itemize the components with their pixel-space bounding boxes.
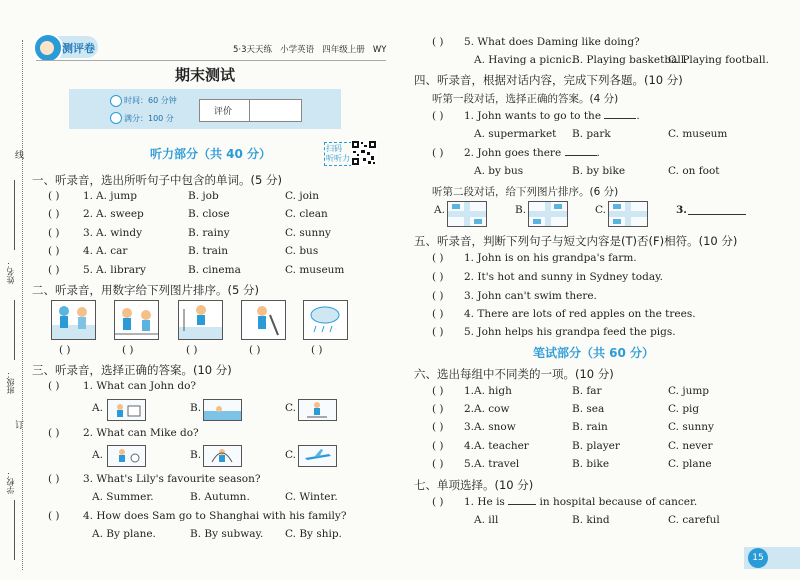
q-num: 2.: [464, 403, 475, 415]
q-num: 2.: [83, 208, 94, 220]
binding-line: [22, 40, 23, 570]
opt-c: C. plane: [668, 458, 712, 470]
answer-bracket[interactable]: ( ): [432, 440, 444, 452]
picture-rainy-cloud: [303, 300, 348, 340]
eval-label: 评价: [214, 107, 233, 117]
opt-a: A. travel: [474, 458, 520, 470]
map-letter: C.: [595, 204, 606, 216]
opt-a: A. high: [474, 385, 512, 397]
part2-bracket[interactable]: ( ): [59, 344, 71, 356]
option-a: A. ill: [474, 514, 499, 526]
question-text: 2. What can Mike do?: [83, 427, 199, 439]
map-letter: A.: [434, 204, 445, 216]
binding-label-school: 学校：: [6, 470, 15, 494]
clock-icon: [110, 95, 122, 107]
answer-bracket[interactable]: ( ): [432, 252, 444, 264]
part4-heading: 四、听录音，根据对话内容，完成下列各题。(10 分): [414, 73, 683, 87]
statement: 3. John can't swim there.: [464, 290, 597, 302]
part6-row: [432, 385, 772, 397]
part3-q3: [48, 473, 261, 485]
answer-bracket[interactable]: ( ): [48, 264, 60, 276]
class-field-line[interactable]: [14, 300, 15, 360]
part2-bracket[interactable]: ( ): [122, 344, 134, 356]
part3-q5: [432, 36, 640, 48]
tf-row: [432, 271, 663, 283]
opt-c: C. sunny: [285, 227, 331, 239]
opt-c: C. clean: [285, 208, 328, 220]
header-series: [233, 43, 387, 55]
option-letter: A.: [92, 402, 103, 414]
opt-a: A. sweep: [96, 208, 144, 220]
q-num: 1.: [83, 190, 94, 202]
answer-number: 3.: [676, 204, 687, 216]
question-text: [464, 496, 697, 508]
opt-c: C. museum: [285, 264, 345, 276]
option-b: B. Autumn.: [190, 491, 250, 503]
picture-boy-drawing: [107, 399, 146, 421]
time-label: 时间：60 分钟: [124, 96, 177, 105]
check-icon: [110, 112, 122, 124]
tf-row: [432, 290, 597, 302]
opt-a: A. jump: [96, 190, 137, 202]
option-a: A. by bus: [474, 165, 524, 177]
opt-b: B. cinema: [188, 264, 241, 276]
option-b: B. Playing basketball.: [572, 54, 688, 66]
part4-q2: [432, 147, 600, 159]
opt-c: C. pig: [668, 403, 700, 415]
opt-b: B. rain: [572, 421, 608, 433]
binding-label-line: 线: [15, 151, 25, 161]
opt-a: A. teacher: [474, 440, 529, 452]
qr-code[interactable]: [351, 140, 377, 166]
answer-bracket[interactable]: ( ): [432, 110, 444, 122]
opt-c: C. never: [668, 440, 713, 452]
opt-b: B. rainy: [188, 227, 230, 239]
picture-boy-jumping-rope: [203, 445, 242, 467]
answer-bracket[interactable]: ( ): [432, 271, 444, 283]
question-text-part: 1. John wants to go to the: [464, 110, 602, 122]
part1-row: [48, 208, 368, 220]
option-c: C. Winter.: [285, 491, 338, 503]
map-route-a: [447, 201, 487, 227]
opt-a: A. cow: [474, 403, 510, 415]
part4-q1: [432, 110, 640, 122]
answer-line[interactable]: [688, 214, 746, 215]
opt-c: C. join: [285, 190, 320, 202]
part6-row: [432, 458, 772, 470]
answer-bracket[interactable]: ( ): [48, 245, 60, 257]
option-b: B. By subway.: [190, 528, 264, 540]
answer-bracket[interactable]: ( ): [48, 380, 60, 392]
blank-line[interactable]: [508, 504, 536, 505]
answer-bracket[interactable]: ( ): [432, 385, 444, 397]
map-route-b: [528, 201, 568, 227]
qr-caption: [324, 142, 352, 166]
header-edition: WY: [372, 45, 387, 55]
badge-label: 测评卷: [62, 42, 95, 55]
part7-heading: 七、单项选择。(10 分): [414, 478, 534, 492]
page-number: 15: [748, 548, 768, 568]
option-b: B. kind: [572, 514, 610, 526]
option-c: C. on foot: [668, 165, 720, 177]
question-text: 4. How does Sam go to Shanghai with his family?: [83, 510, 347, 522]
part5-heading: 五、听录音，判断下列句子与短文内容是(T)否(F)相符。(10 分): [414, 234, 738, 248]
q-num: 5.: [83, 264, 94, 276]
opt-b: B. train: [188, 245, 229, 257]
answer-bracket[interactable]: ( ): [432, 403, 444, 415]
answer-bracket[interactable]: ( ): [432, 308, 444, 320]
part1-row: [48, 264, 368, 276]
picture-boy-skating: [298, 399, 337, 421]
option-c: C. By ship.: [285, 528, 342, 540]
option-letter: C.: [285, 449, 296, 461]
part3-q4: [48, 510, 347, 522]
option-letter: C.: [285, 402, 296, 414]
part3-q2: [48, 427, 199, 439]
header-rule: [36, 60, 386, 61]
option-letter: B.: [190, 449, 202, 461]
picture-family-cooking: [51, 300, 96, 340]
opt-c: C. jump: [668, 385, 710, 397]
opt-b: B. far: [572, 385, 602, 397]
opt-b: B. job: [188, 190, 219, 202]
name-field-line[interactable]: [14, 180, 15, 250]
answer-bracket[interactable]: ( ): [432, 496, 444, 508]
option-letter: A.: [92, 449, 103, 461]
tf-row: [432, 252, 637, 264]
score-label: 满分：100 分: [124, 114, 174, 123]
picture-girl-sweeping: [241, 300, 286, 340]
part6-heading: 六、选出每组中不同类的一项。(10 分): [414, 367, 614, 381]
binding-label-class: 班级：: [6, 370, 15, 394]
part1-row: [48, 190, 368, 202]
q-num: 5.: [464, 458, 475, 470]
answer-bracket[interactable]: ( ): [432, 458, 444, 470]
blank-line[interactable]: [604, 118, 636, 119]
q-num: 4.: [464, 440, 475, 452]
answer-bracket[interactable]: ( ): [48, 427, 60, 439]
part2-bracket[interactable]: ( ): [311, 344, 323, 356]
question-text: 5. What does Daming like doing?: [464, 36, 640, 48]
part6-row: [432, 440, 772, 452]
option-c: C. museum: [668, 128, 728, 140]
opt-b: B. player: [572, 440, 620, 452]
school-field-line[interactable]: [14, 500, 15, 560]
part3-heading: 三、听录音，选择正确的答案。(10 分): [32, 363, 232, 377]
option-a: A. supermarket: [474, 128, 557, 140]
answer-bracket[interactable]: ( ): [432, 147, 444, 159]
opt-a: A. snow: [474, 421, 516, 433]
opt-b: B. close: [188, 208, 230, 220]
question-text-part: 1. He is: [464, 496, 505, 508]
part6-row: [432, 421, 772, 433]
question-text: 1. John wants to go to the .: [464, 110, 640, 122]
answer-bracket[interactable]: ( ): [48, 510, 60, 522]
question-text: 1. What can John do?: [83, 380, 197, 392]
opt-a: A. library: [96, 264, 146, 276]
option-b: B. by bike: [572, 165, 626, 177]
statement: 5. John helps his grandpa feed the pigs.: [464, 326, 676, 338]
q-num: 3.: [464, 421, 475, 433]
question-text-part: 2. John goes there: [464, 147, 562, 159]
q-num: 1.: [464, 385, 475, 397]
statement: 4. There are lots of red apples on the trees.: [464, 308, 696, 320]
tf-row: [432, 308, 696, 320]
exam-title: 期末测试: [175, 66, 236, 84]
qr-caption-2: 听听力: [326, 154, 350, 163]
opt-c: C. bus: [285, 245, 319, 257]
header-grade: 四年级上册: [322, 45, 365, 55]
answer-bracket[interactable]: ( ): [48, 227, 60, 239]
q-num: 4.: [83, 245, 94, 257]
header-subject: 小学英语: [280, 45, 315, 55]
listening-title: 听力部分（共 40 分）: [150, 147, 272, 161]
opt-b: B. bike: [572, 458, 610, 470]
answer-bracket[interactable]: ( ): [432, 326, 444, 338]
question-text: 3. What's Lily's favourite season?: [83, 473, 261, 485]
statement: 2. It's hot and sunny in Sydney today.: [464, 271, 663, 283]
picture-boy-jumping: [178, 300, 223, 340]
option-c: C. Playing football.: [668, 54, 769, 66]
picture-plane: [298, 445, 337, 467]
blank-line[interactable]: [565, 155, 597, 156]
opt-b: B. sea: [572, 403, 605, 415]
part7-q1: [432, 496, 698, 508]
part4-sub2: 听第二段对话，给下列图片排序。(6 分): [432, 186, 619, 198]
writing-title: 笔试部分（共 60 分）: [533, 346, 655, 360]
tf-row: [432, 326, 676, 338]
opt-c: C. sunny: [668, 421, 714, 433]
part2-bracket[interactable]: ( ): [249, 344, 261, 356]
question-text-part: in hospital because of cancer.: [539, 496, 698, 508]
option-a: A. By plane.: [92, 528, 156, 540]
avatar-face: [40, 41, 54, 55]
option-letter: B.: [190, 402, 202, 414]
q-num: 3.: [83, 227, 94, 239]
answer-bracket[interactable]: ( ): [432, 36, 444, 48]
map-letter: B.: [515, 204, 527, 216]
answer-bracket[interactable]: ( ): [48, 190, 60, 202]
part2-bracket[interactable]: ( ): [186, 344, 198, 356]
part1-row: [48, 245, 368, 257]
answer-bracket[interactable]: ( ): [432, 290, 444, 302]
option-a: A. Having a picnic.: [474, 54, 575, 66]
binding-label-order: 订: [15, 421, 25, 431]
option-c: C. careful: [668, 514, 720, 526]
picture-kids-playing: [114, 300, 159, 340]
statement: 1. John is on his grandpa's farm.: [464, 252, 637, 264]
answer-bracket[interactable]: ( ): [48, 208, 60, 220]
qr-caption-1: 扫码: [326, 144, 342, 153]
option-a: A. Summer.: [92, 491, 154, 503]
eval-divider: [249, 99, 250, 121]
part1-heading: 一、听录音，选出所听句子中包含的单词。(5 分): [32, 173, 282, 187]
answer-bracket[interactable]: ( ): [432, 421, 444, 433]
part4-sub1: 听第一段对话，选择正确的答案。(4 分): [432, 93, 619, 105]
opt-a: A. car: [96, 245, 128, 257]
option-b: B. park: [572, 128, 611, 140]
part1-row: [48, 227, 368, 239]
part6-row: [432, 403, 772, 415]
answer-bracket[interactable]: ( ): [48, 473, 60, 485]
question-text: 2. John goes there .: [464, 147, 600, 159]
map-route-c: [608, 201, 648, 227]
opt-a: A. windy: [96, 227, 143, 239]
part3-q1: [48, 380, 197, 392]
binding-label-name: 姓名：: [6, 260, 15, 284]
part2-heading: 二、听录音，用数字给下列图片排序。(5 分): [32, 283, 259, 297]
header-series-text: 5·3天天练: [233, 45, 273, 55]
picture-boy-running: [107, 445, 146, 467]
picture-boy-swimming: [203, 399, 242, 421]
